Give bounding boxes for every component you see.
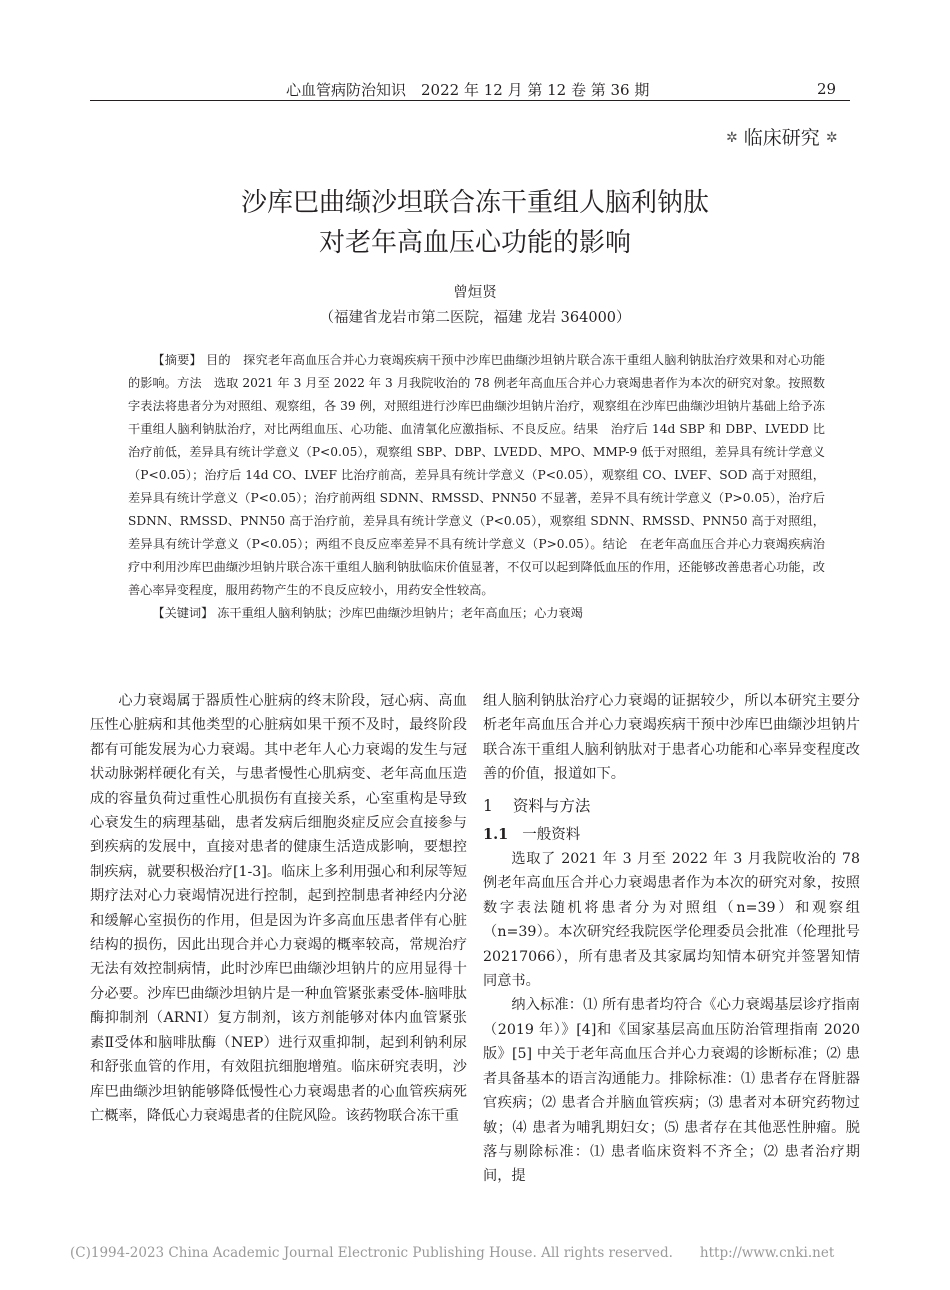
journal-header: 心血管病防治知识 2022 年 12 月 第 12 卷 第 36 期	[286, 81, 650, 99]
keywords-text: 冻干重组人脑利钠肽；沙库巴曲缬沙坦钠片；老年高血压；心力衰竭	[217, 606, 583, 620]
page-number: 29	[817, 80, 837, 98]
abstract-body	[128, 349, 825, 602]
abstract-text: 目的 探究老年高血压合并心力衰竭疾病干预中沙库巴曲缬沙坦钠片联合冻干重组人脑利钠肽治疗效果和对心功能的影响。方法 选取 2021 年 3 月至 2022 年 3 月我院收治的 78 例老年高血压合并心力衰竭患者作为本次的研究对象。按照数字表法将患者分为对照组、观察组，各 39 例，对照组进行沙库巴曲缬沙坦钠片治疗，观察组在沙库巴曲缬沙坦钠片基础上给予冻干重组人脑利钠肽治疗，对比两组血压、心功能、血清氧化应激指标、不良反应。结果 治疗后 14d SBP 和 DBP、LVEDD 比治疗前低，差异具有统计学意义（P<0.05），观察组 SBP、DBP、LVEDD、MPO、MMP-9 低于对照组，差异具有统计学意义（P<0.05）；治疗后 14d CO、LVEF 比治疗前高，差异具有统计学意义（P<0.05），观察组 CO、LVEF、SOD 高于对照组，差异具有统计学意义（P<0.05）；治疗前两组 SDNN、RMSSD、PNN50 不显著，差异不具有统计学意义（P>0.05），治疗后 SDNN、RMSSD、PNN50 高于治疗前，差异具有统计学意义（P<0.05），观察组 SDNN、RMSSD、PNN50 高于对照组，差异具有统计学意义（P<0.05）；两组不良反应率差异不具有统计学意义（P>0.05）。结论 在老年高血压合并心力衰竭疾病治疗中利用沙库巴曲缬沙坦钠片联合冻干重组人脑利钠肽临床价值显著，不仅可以起到降低血压的作用，还能够改善患者心功能，改善心率异变程度，服用药物产生的不良反应较小，用药安全性较高。	[128, 353, 826, 597]
criteria-paragraph: 纳入标准：⑴ 所有患者均符合《心力衰竭基层诊疗指南（2019 年）》[4]和《国家基层高血压防治管理指南 2020 版》[5] 中关于老年高血压合并心力衰竭的诊断标准；⑵ 患者具备基本的语言沟通能力。排除标准：⑴ 患者存在肾脏器官疾病；⑵ 患者合并脑血管疾病；⑶ 患者对本研究药物过敏；⑷ 患者为哺乳期妇女；⑸ 患者存在其他恶性肿瘤。脱落与剔除标准：⑴ 患者临床资料不齐全；⑵ 患者治疗期间，提	[483, 997, 860, 1185]
star-icon: ✲	[825, 130, 838, 146]
article-title-line1: 沙库巴曲缬沙坦联合冻干重组人脑利钠肽	[240, 188, 709, 218]
star-icon: ✲	[726, 130, 738, 146]
intro-continuation: 组人脑利钠肽治疗心力衰竭的证据较少，所以本研究主要分析老年高血压合并心力衰竭疾病干预中沙库巴曲缬沙坦钠片联合冻干重组人脑利钠肽对于患者心功能和心率异变程度改善的价值，报道如下。	[483, 693, 860, 783]
section-label-text: 临床研究	[743, 127, 820, 149]
copyright-footer: (C)1994-2023 China Academic Journal Electronic Publishing House. All rights reserved. http://www.cnki.net	[70, 1245, 835, 1261]
subsection-title: 一般资料	[522, 826, 581, 843]
subsection-number: 1.1	[483, 825, 509, 843]
abstract	[128, 349, 825, 625]
subsection-heading-1-1	[483, 823, 860, 847]
keywords	[128, 602, 825, 625]
keywords-label: 【关键词】	[152, 606, 214, 620]
header-rule	[90, 100, 850, 101]
author: 曾烜贤	[453, 285, 497, 301]
section-title: 资料与方法	[512, 796, 591, 815]
section-number: 1	[483, 796, 493, 815]
intro-paragraph: 心力衰竭属于器质性心脏病的终末阶段，冠心病、高血压性心脏病和其他类型的心脏病如果干预不及时，最终阶段都有可能发展为心力衰竭。其中老年人心力衰竭的发生与冠状动脉粥样硬化有关，与患者慢性心肌病变、老年高血压造成的容量负荷过重性心肌损伤有直接关系，心室重构是导致心衰发生的病理基础，患者发病后细胞炎症反应会直接参与到疾病的发展中，直接对患者的健康生活造成影响，要想控制疾病，就要积极治疗[1-3]。临床上多利用强心和利尿等短期疗法对心力衰竭情况进行控制，起到控制患者神经内分泌和缓解心室损伤的作用，但是因为许多高血压患者伴有心脏结构的损伤，因此出现合并心力衰竭的概率较高，常规治疗无法有效控制病情，此时沙库巴曲缬沙坦钠片的应用显得十分必要。沙库巴曲缬沙坦钠片是一种血管紧张素受体-脑啡肽酶抑制剂（ARNI）复方制剂，该方剂能够对体内血管紧张素Ⅱ受体和脑啡肽酶（NEP）进行双重抑制，起到利钠利尿和舒张血管的作用，有效阻抗细胞增殖。临床研究表明，沙库巴曲缬沙坦钠能够降低慢性心力衰竭患者的心血管疾病死亡概率，降低心力衰竭患者的住院风险。该药物联合冻干重	[90, 693, 467, 1124]
right-column	[483, 689, 860, 1189]
section-label	[726, 123, 838, 150]
general-data-paragraph: 选取了 2021 年 3 月至 2022 年 3 月我院收治的 78 例老年高血压合并心力衰竭患者作为本次的研究对象，按照数字表法随机将患者分为对照组（n=39）和观察组（n=39）。本次研究经我院医学伦理委员会批准（伦理批号 20217066），所有患者及其家属均知情本研究并签署知情同意书。	[483, 851, 860, 990]
affiliation: （福建省龙岩市第二医院，福建 龙岩 364000）	[319, 310, 631, 326]
article-title-line2: 对老年高血压心功能的影响	[318, 228, 631, 258]
section-heading-1	[483, 793, 860, 819]
left-column	[90, 689, 467, 1128]
abstract-label: 【摘要】	[152, 353, 202, 367]
